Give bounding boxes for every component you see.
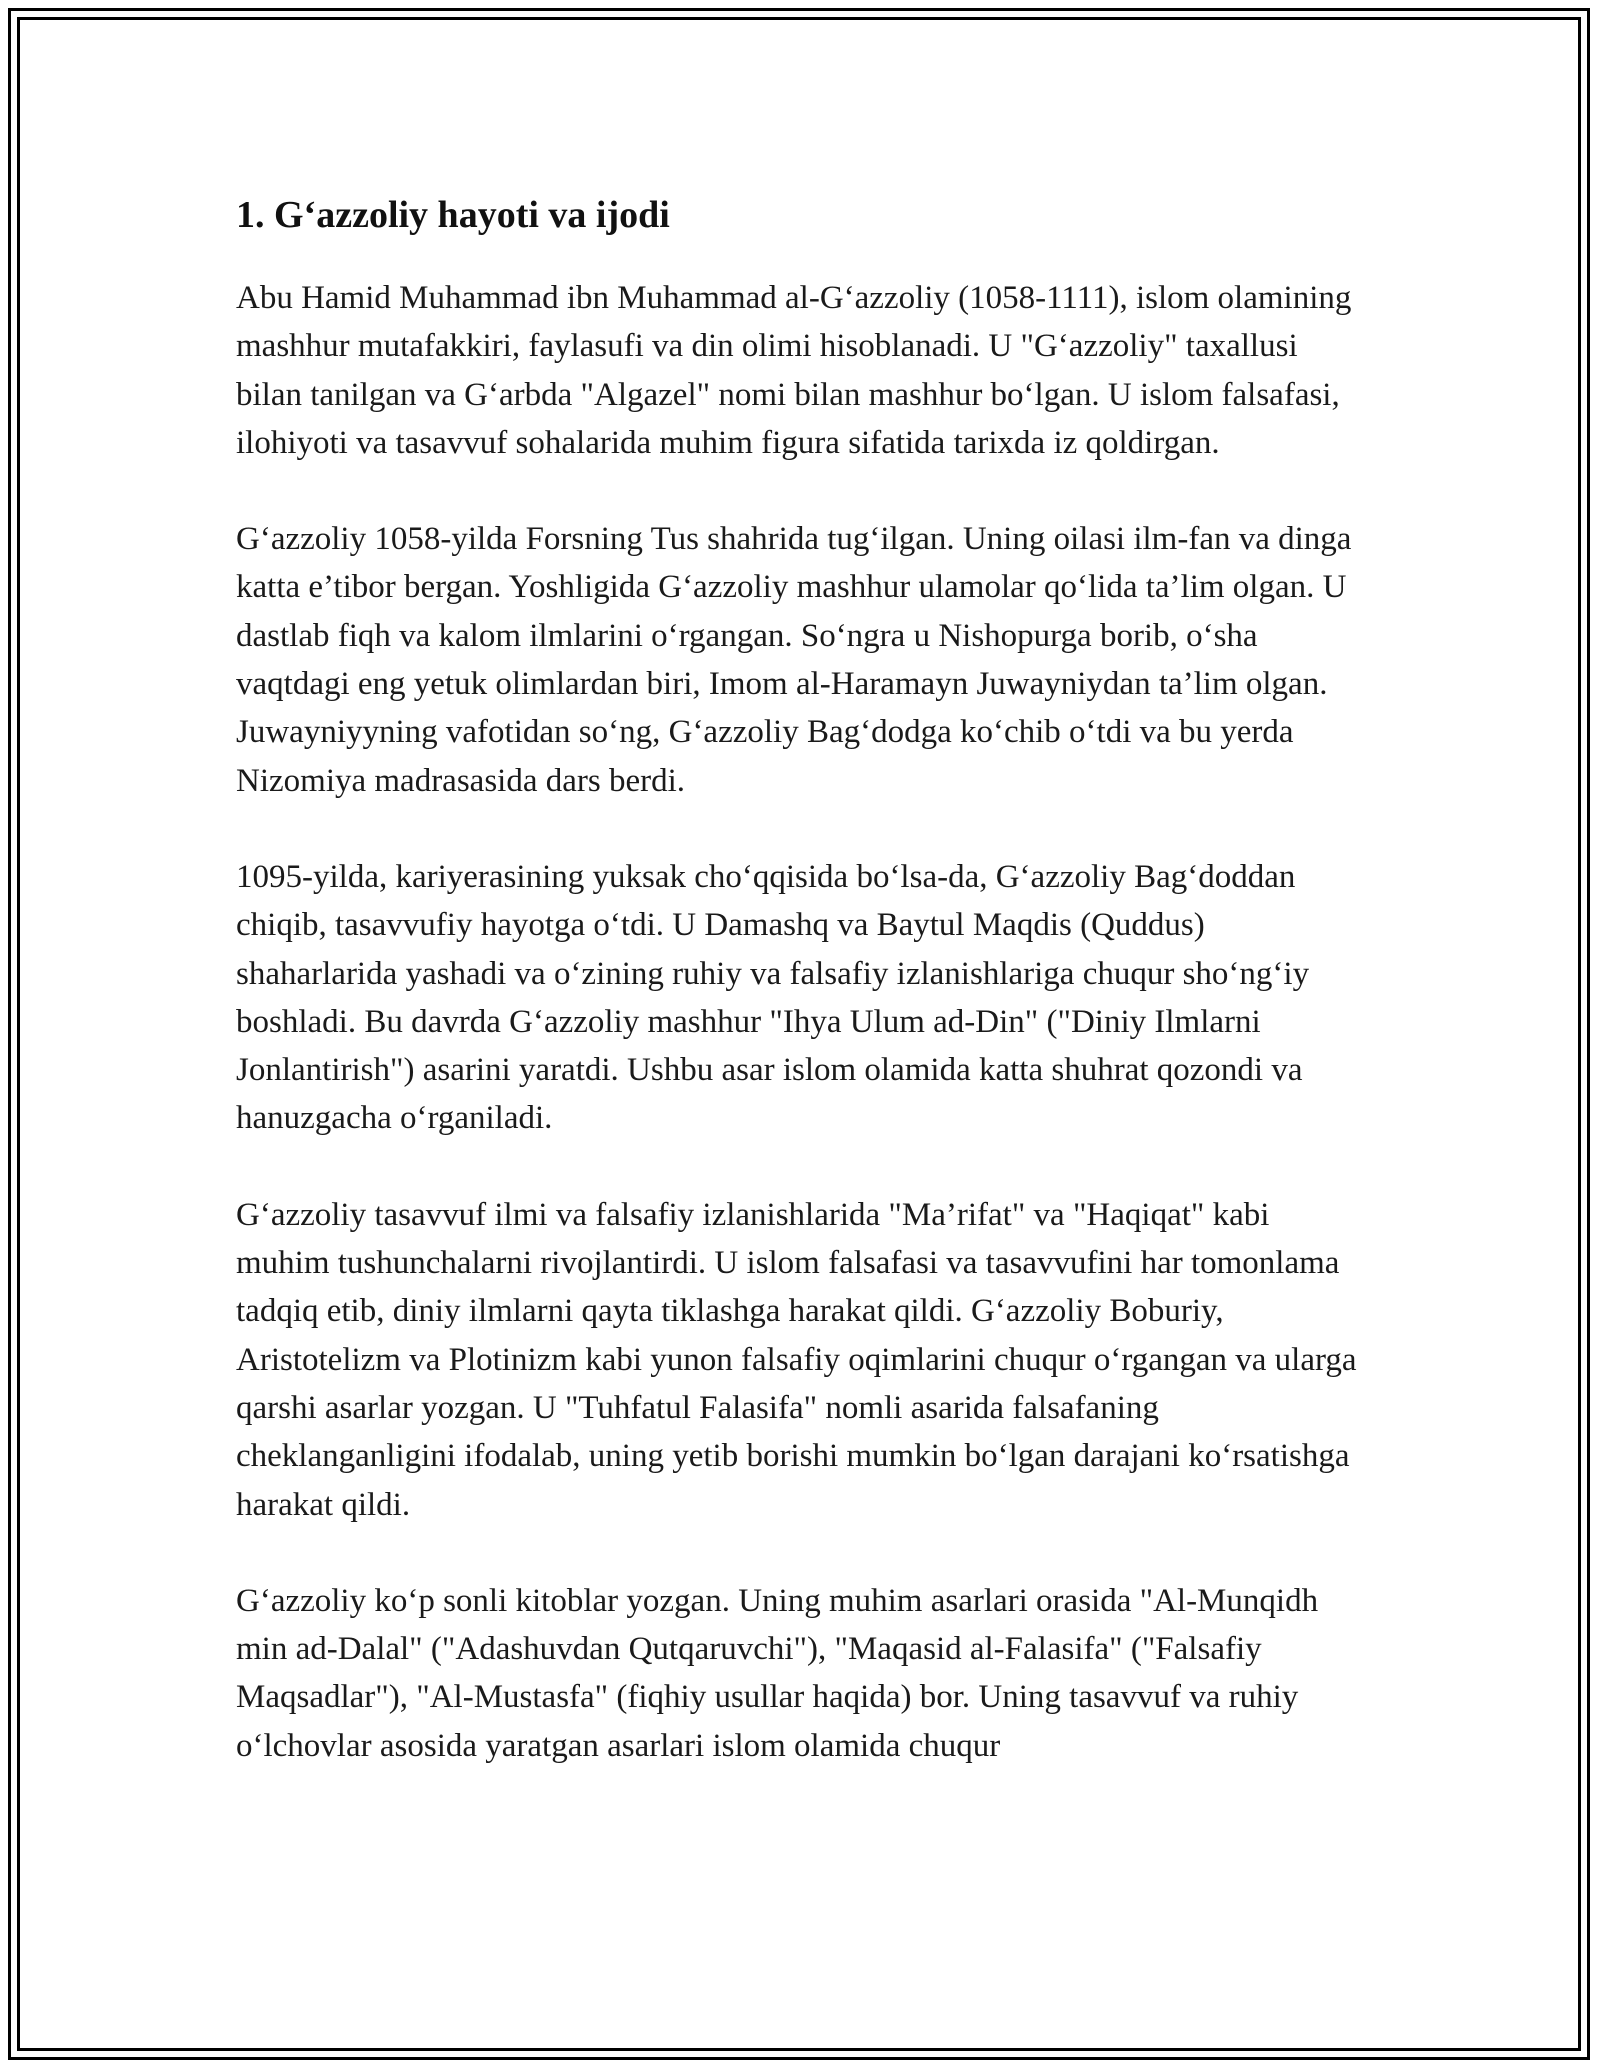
paragraph-philosophy: G‘azzoliy tasavvuf ilmi va falsafiy izlanishlarida "Ma’rifat" va "Haqiqat" kabi muhim tushunchalarni rivojlantirdi. U islom falsafasi va tasavvufini har tomonlama tadqiq etib, diniy ilmlarni qayta tiklashga harakat qildi. G‘azzoliy Boburiy, Aristotelizm va Plotinizm kabi yunon falsafiy oqimlarini chuqur o‘rgangan va ularga qarshi asarlar yozgan. U "Tuhfatul Falasifa" nomli asarida falsafaning cheklanganligini ifodalab, uning yetib borishi mumkin bo‘lgan darajani ko‘rsatishga harakat qildi. bbox=[236, 1196, 1357, 1523]
paragraph-works: G‘azzoliy ko‘p sonli kitoblar yozgan. Uning muhim asarlari orasida "Al-Munqidh min ad-Dalal" ("Adashuvdan Qutqaruvchi"), "Maqasid al-Falasifa" ("Falsafiy Maqsadlar"), "Al-Mustasfa" (fiqhiy usullar haqida) bor. Uning tasavvuf va ruhiy o‘lchovlar asosida yaratgan asarlari islom olamida chuqur bbox=[236, 1582, 1319, 1764]
paragraph-sufi-period: 1095-yilda, kariyerasining yuksak cho‘qqisida bo‘lsa-da, G‘azzoliy Bag‘doddan chiqib, tasavvufiy hayotga o‘tdi. U Damashq va Baytul Maqdis (Quddus) shaharlarida yashadi va o‘zining ruhiy va falsafiy izlanishlariga chuqur sho‘ng‘iy boshladi. Bu davrda G‘azzoliy mashhur "Ihya Ulum ad-Din" ("Diniy Ilmlarni Jonlantirish") asarini yaratdi. Ushbu asar islom olamida katta shuhrat qozondi va hanuzgacha o‘rganiladi. bbox=[236, 858, 1310, 1137]
document-body bbox=[236, 186, 1366, 1818]
section-heading: 1. G‘azzoliy hayoti va ijodi bbox=[236, 194, 670, 236]
paragraph-early-life: G‘azzoliy 1058-yilda Forsning Tus shahrida tug‘ilgan. Uning oilasi ilm-fan va dinga katta e’tibor bergan. Yoshligida G‘azzoliy mashhur ulamolar qo‘lida ta’lim olgan. U dastlab fiqh va kalom ilmlarini o‘rgangan. So‘ngra u Nishopurga borib, o‘sha vaqtdagi eng yetuk olimlardan biri, Imom al-Haramayn Juwayniydan ta’lim olgan. Juwayniyyning vafotidan so‘ng, G‘azzoliy Bag‘dodga ko‘chib o‘tdi va bu yerda Nizomiya madrasasida dars berdi. bbox=[236, 521, 1352, 799]
paragraph-intro: Abu Hamid Muhammad ibn Muhammad al-G‘azzoliy (1058-1111), islom olamining mashhur mutafakkiri, faylasufi va din olimi hisoblanadi. U "G‘azzoliy" taxallusi bilan tanilgan va G‘arbda "Algazel" nomi bilan mashhur bo‘lgan. U islom falsafasi, ilohiyoti va tasavvuf sohalarida muhim figura sifatida tarixda iz qoldirgan. bbox=[236, 280, 1352, 461]
